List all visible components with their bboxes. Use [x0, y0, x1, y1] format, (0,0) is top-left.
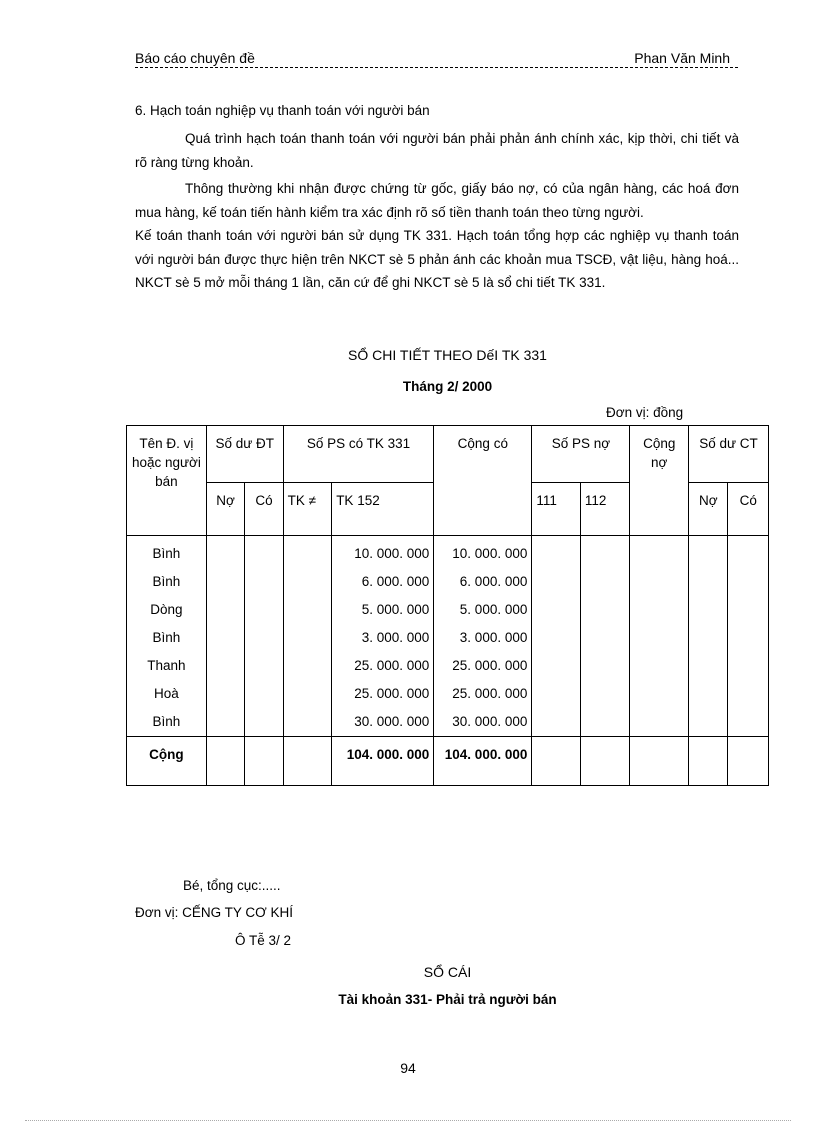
vendor-name-cell: Dòng — [127, 596, 207, 624]
tk-other-cell — [283, 568, 332, 596]
footer-dept: Bé, tổng cục:..... — [183, 878, 281, 893]
section-heading: 6. Hạch toán nghiệp vụ thanh toán với người bán — [135, 103, 430, 118]
paragraph-1-text: Quá trình hạch toán thanh toán với người bán phải phản ánh chính xác, kịp thời, chi tiết và rõ ràng từng khoản. — [135, 131, 739, 170]
table-row — [127, 680, 769, 708]
tk-other-cell — [283, 708, 332, 737]
opening-credit-cell — [245, 536, 283, 569]
vendor-name-cell: Thanh — [127, 652, 207, 680]
total-debit-cell — [630, 536, 689, 569]
closing-debit-cell — [689, 708, 728, 737]
header-name: Tên Đ. vị hoặc người bán — [127, 426, 207, 536]
acc111-cell — [532, 624, 581, 652]
total-debit-cell — [630, 708, 689, 737]
total-credit-cell: 5. 000. 000 — [434, 596, 532, 624]
total-acc112-cell — [580, 737, 630, 786]
tk-other-cell — [283, 652, 332, 680]
opening-credit-cell — [245, 624, 283, 652]
total-debit-cell — [630, 596, 689, 624]
total-credit-cell: 3. 000. 000 — [434, 624, 532, 652]
total-credit-cell: 30. 000. 000 — [434, 708, 532, 737]
opening-debit-cell — [206, 568, 244, 596]
total-credit-cell: 25. 000. 000 — [434, 680, 532, 708]
opening-debit-cell — [206, 652, 244, 680]
tk152-cell: 3. 000. 000 — [332, 624, 434, 652]
total-opening-debit-cell — [206, 737, 244, 786]
vendor-name-cell: Hoà — [127, 680, 207, 708]
header-opening-debit: Nợ — [206, 483, 244, 536]
opening-debit-cell — [206, 680, 244, 708]
opening-credit-cell — [245, 596, 283, 624]
ledger-body — [127, 536, 769, 786]
total-debit-cell — [630, 568, 689, 596]
acc111-cell — [532, 652, 581, 680]
header-author: Phan Văn Minh — [634, 50, 730, 66]
tk-other-cell — [283, 624, 332, 652]
acc112-cell — [580, 596, 630, 624]
header-opening: Số dư ĐT — [206, 426, 283, 483]
total-credit-cell: 25. 000. 000 — [434, 652, 532, 680]
total-closing-debit-cell — [689, 737, 728, 786]
total-debit-cell — [630, 652, 689, 680]
closing-debit-cell — [689, 652, 728, 680]
page-bottom-line — [25, 1120, 791, 1121]
footer-code: Ô Tễ 3/ 2 — [235, 933, 292, 948]
header-closing-credit: Có — [728, 483, 769, 536]
acc111-cell — [532, 708, 581, 737]
header-left-title: Báo cáo chuyên đề — [135, 50, 255, 66]
total-closing-credit-cell — [728, 737, 769, 786]
total-debit-sum-cell — [630, 737, 689, 786]
total-acc111-cell — [532, 737, 581, 786]
total-opening-credit-cell — [245, 737, 283, 786]
header-total-credit: Cộng có — [434, 426, 532, 536]
ledger-table — [126, 425, 769, 786]
closing-debit-cell — [689, 624, 728, 652]
tk152-cell: 6. 000. 000 — [332, 568, 434, 596]
opening-debit-cell — [206, 708, 244, 737]
footer-unit: Đơn vị: CẾNG TY CƠ KHÍ — [135, 905, 293, 920]
closing-credit-cell — [728, 536, 769, 569]
acc112-cell — [580, 708, 630, 737]
closing-debit-cell — [689, 680, 728, 708]
closing-credit-cell — [728, 596, 769, 624]
total-row — [127, 737, 769, 786]
closing-debit-cell — [689, 568, 728, 596]
tk152-cell: 25. 000. 000 — [332, 680, 434, 708]
closing-credit-cell — [728, 680, 769, 708]
unit-label: Đơn vị: đồng — [606, 405, 684, 420]
tk-other-cell — [283, 596, 332, 624]
vendor-name-cell: Bình — [127, 568, 207, 596]
table-row — [127, 624, 769, 652]
closing-credit-cell — [728, 624, 769, 652]
table-row — [127, 596, 769, 624]
tk152-cell: 30. 000. 000 — [332, 708, 434, 737]
page-number: 94 — [400, 1060, 416, 1076]
ledger-subtitle: Tài khoản 331- Phải trả người bán — [338, 992, 557, 1007]
total-credit-sum-cell: 104. 000. 000 — [434, 737, 532, 786]
acc112-cell — [580, 652, 630, 680]
closing-credit-cell — [728, 652, 769, 680]
table-title: SỔ CHI TIẾT THEO DếI TK 331 — [348, 347, 547, 363]
total-label-cell: Cộng — [127, 737, 207, 786]
table-row — [127, 568, 769, 596]
header-closing: Số dư CT — [689, 426, 769, 483]
closing-debit-cell — [689, 596, 728, 624]
acc111-cell — [532, 596, 581, 624]
opening-credit-cell — [245, 708, 283, 737]
opening-credit-cell — [245, 680, 283, 708]
header-acc111: 111 — [532, 483, 581, 536]
total-tk152-cell: 104. 000. 000 — [332, 737, 434, 786]
vendor-name-cell: Bình — [127, 536, 207, 569]
acc111-cell — [532, 568, 581, 596]
acc112-cell — [580, 536, 630, 569]
header-closing-debit: Nợ — [689, 483, 728, 536]
paragraph-2-text-b: Kế toán thanh toán với người bán sử dụng TK 331. Hạch toán tổng hợp các nghiệp vụ thanh toán với người bán được thực hiện trên NKCT sè 5 phản ánh các khoản mua TSCĐ, vật liệu, hàng hoá... NKCT sè 5 mở mỗi tháng 1 lần, căn cứ để ghi NKCT sè 5 là sổ chi tiết TK 331. — [135, 228, 739, 290]
header-tk-other: TK ≠ — [283, 483, 332, 536]
acc111-cell — [532, 536, 581, 569]
table-row — [127, 708, 769, 737]
opening-debit-cell — [206, 596, 244, 624]
paragraph-2-text-a: Thông thường khi nhận được chứng từ gốc, giấy báo nợ, có của ngân hàng, các hoá đơn mua hàng, kế toán tiến hành kiểm tra xác định rõ số tiền thanh toán theo từng người. — [135, 181, 739, 220]
ledger-title: SỔ CÁI — [423, 964, 472, 980]
total-credit-cell: 6. 000. 000 — [434, 568, 532, 596]
tk-other-cell — [283, 680, 332, 708]
opening-debit-cell — [206, 536, 244, 569]
table-row — [127, 652, 769, 680]
acc111-cell — [532, 680, 581, 708]
closing-credit-cell — [728, 568, 769, 596]
header-acc112: 112 — [580, 483, 630, 536]
total-tk-other-cell — [283, 737, 332, 786]
total-debit-cell — [630, 680, 689, 708]
acc112-cell — [580, 624, 630, 652]
vendor-name-cell: Bình — [127, 624, 207, 652]
table-row — [127, 536, 769, 569]
opening-credit-cell — [245, 652, 283, 680]
total-debit-cell — [630, 624, 689, 652]
header-row-1 — [127, 426, 769, 483]
tk-other-cell — [283, 536, 332, 569]
acc112-cell — [580, 680, 630, 708]
paragraph-2 — [135, 177, 739, 295]
header-divider — [135, 67, 738, 68]
opening-debit-cell — [206, 624, 244, 652]
closing-debit-cell — [689, 536, 728, 569]
header-total-debit: Cộng nợ — [630, 426, 689, 536]
opening-credit-cell — [245, 568, 283, 596]
total-credit-cell: 10. 000. 000 — [434, 536, 532, 569]
tk152-cell: 10. 000. 000 — [332, 536, 434, 569]
vendor-name-cell: Bình — [127, 708, 207, 737]
acc112-cell — [580, 568, 630, 596]
header-ps-credit: Số PS có TK 331 — [283, 426, 434, 483]
header-ps-debit: Số PS nợ — [532, 426, 630, 483]
tk152-cell: 25. 000. 000 — [332, 652, 434, 680]
tk152-cell: 5. 000. 000 — [332, 596, 434, 624]
closing-credit-cell — [728, 708, 769, 737]
header-tk152: TK 152 — [332, 483, 434, 536]
table-subtitle: Tháng 2/ 2000 — [402, 379, 493, 394]
header-opening-credit: Có — [245, 483, 283, 536]
paragraph-1 — [135, 127, 739, 174]
